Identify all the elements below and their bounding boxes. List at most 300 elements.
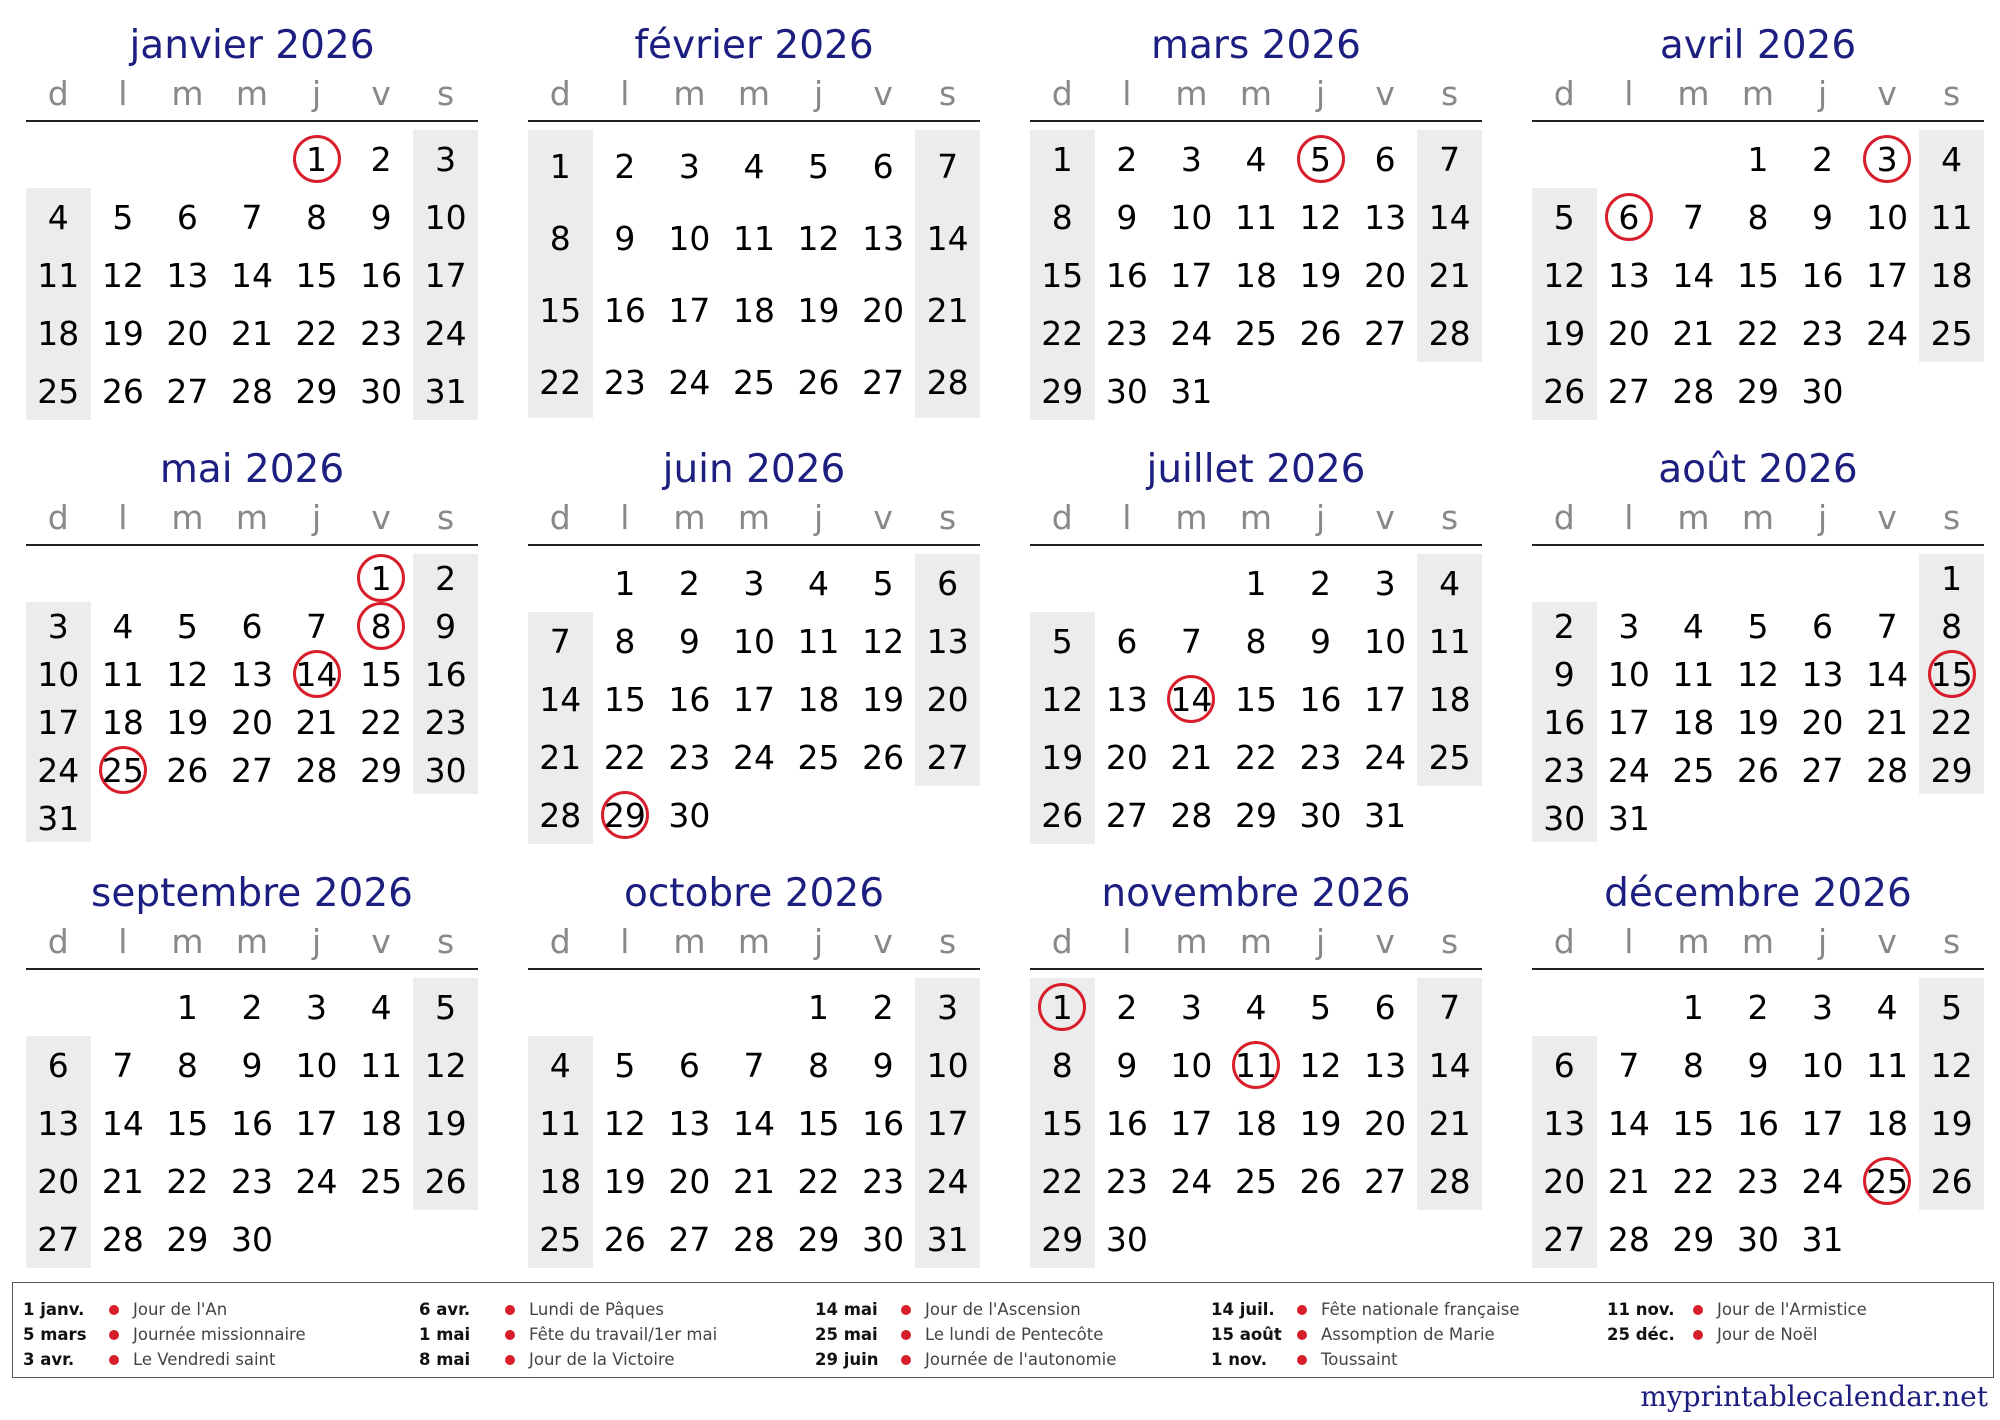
day-cell[interactable] <box>1224 1152 1289 1210</box>
day-cell[interactable] <box>220 1152 285 1210</box>
day-cell[interactable] <box>1661 746 1726 794</box>
day-cell[interactable] <box>1159 728 1224 786</box>
day-cell[interactable] <box>220 246 285 304</box>
day-cell[interactable] <box>1030 728 1095 786</box>
day-cell[interactable] <box>1597 362 1662 420</box>
day-cell[interactable] <box>1417 612 1482 670</box>
day-cell[interactable] <box>1532 246 1597 304</box>
day-cell[interactable] <box>1095 130 1160 188</box>
day-cell[interactable] <box>220 602 285 650</box>
day-cell[interactable] <box>1224 612 1289 670</box>
day-cell[interactable] <box>786 1210 851 1268</box>
day-cell[interactable] <box>349 698 414 746</box>
day-cell[interactable] <box>851 612 916 670</box>
day-cell[interactable] <box>1597 1210 1662 1268</box>
day-cell[interactable] <box>1159 304 1224 362</box>
day-cell[interactable] <box>1919 246 1984 304</box>
day-cell[interactable] <box>657 612 722 670</box>
day-cell[interactable] <box>915 1152 980 1210</box>
day-cell[interactable] <box>1661 1036 1726 1094</box>
day-cell[interactable] <box>1095 362 1160 420</box>
day-cell[interactable] <box>593 130 658 202</box>
day-cell[interactable] <box>1288 130 1353 188</box>
day-cell[interactable] <box>528 346 593 418</box>
day-cell[interactable] <box>1532 1152 1597 1210</box>
day-cell[interactable] <box>284 978 349 1036</box>
day-cell[interactable] <box>1030 246 1095 304</box>
day-cell[interactable] <box>1919 130 1984 188</box>
day-cell[interactable] <box>1855 188 1920 246</box>
day-cell[interactable] <box>1855 978 1920 1036</box>
day-cell[interactable] <box>1597 1094 1662 1152</box>
day-cell[interactable] <box>26 1036 91 1094</box>
day-cell[interactable] <box>851 1036 916 1094</box>
day-cell[interactable] <box>284 1094 349 1152</box>
day-cell[interactable] <box>1661 698 1726 746</box>
day-cell[interactable] <box>1855 698 1920 746</box>
day-cell[interactable] <box>1417 978 1482 1036</box>
day-cell[interactable] <box>657 728 722 786</box>
day-cell[interactable] <box>1288 612 1353 670</box>
day-cell[interactable] <box>786 202 851 274</box>
day-cell[interactable] <box>1855 746 1920 794</box>
site-url[interactable]: myprintablecalendar.net <box>1640 1380 1988 1413</box>
day-cell[interactable] <box>1159 978 1224 1036</box>
day-cell[interactable] <box>915 346 980 418</box>
day-cell[interactable] <box>786 130 851 202</box>
day-cell[interactable] <box>349 1152 414 1210</box>
day-cell[interactable] <box>1030 130 1095 188</box>
day-cell[interactable] <box>1661 1094 1726 1152</box>
day-cell[interactable] <box>1030 188 1095 246</box>
day-cell[interactable] <box>657 1152 722 1210</box>
day-cell[interactable] <box>155 1152 220 1210</box>
day-cell[interactable] <box>1726 746 1791 794</box>
day-cell[interactable] <box>722 1094 787 1152</box>
day-cell[interactable] <box>1726 130 1791 188</box>
day-cell[interactable] <box>220 304 285 362</box>
day-cell[interactable] <box>1224 130 1289 188</box>
day-cell[interactable] <box>786 1152 851 1210</box>
day-cell[interactable] <box>1030 304 1095 362</box>
day-cell[interactable] <box>1353 1152 1418 1210</box>
day-cell[interactable] <box>593 274 658 346</box>
day-cell[interactable] <box>1597 246 1662 304</box>
day-cell[interactable] <box>91 246 156 304</box>
day-cell[interactable] <box>1159 188 1224 246</box>
day-cell[interactable] <box>220 746 285 794</box>
day-cell[interactable] <box>1159 130 1224 188</box>
day-cell[interactable] <box>1597 746 1662 794</box>
day-cell[interactable] <box>1224 786 1289 844</box>
day-cell[interactable] <box>413 650 478 698</box>
day-cell[interactable] <box>413 362 478 420</box>
day-cell[interactable] <box>220 1036 285 1094</box>
day-cell[interactable] <box>1919 304 1984 362</box>
day-cell[interactable] <box>528 786 593 844</box>
day-cell[interactable] <box>1597 1152 1662 1210</box>
day-cell[interactable] <box>1855 602 1920 650</box>
day-cell[interactable] <box>1919 746 1984 794</box>
day-cell[interactable] <box>1855 1094 1920 1152</box>
day-cell[interactable] <box>1417 188 1482 246</box>
day-cell[interactable] <box>349 602 414 650</box>
day-cell[interactable] <box>220 698 285 746</box>
day-cell[interactable] <box>1661 978 1726 1036</box>
day-cell[interactable] <box>284 246 349 304</box>
day-cell[interactable] <box>284 650 349 698</box>
day-cell[interactable] <box>1288 1152 1353 1210</box>
day-cell[interactable] <box>1597 794 1662 842</box>
day-cell[interactable] <box>1030 670 1095 728</box>
day-cell[interactable] <box>413 554 478 602</box>
day-cell[interactable] <box>284 746 349 794</box>
day-cell[interactable] <box>1855 246 1920 304</box>
day-cell[interactable] <box>593 612 658 670</box>
day-cell[interactable] <box>1030 1094 1095 1152</box>
day-cell[interactable] <box>1417 728 1482 786</box>
day-cell[interactable] <box>349 746 414 794</box>
day-cell[interactable] <box>1288 978 1353 1036</box>
day-cell[interactable] <box>155 650 220 698</box>
day-cell[interactable] <box>1726 1036 1791 1094</box>
day-cell[interactable] <box>1095 246 1160 304</box>
day-cell[interactable] <box>26 650 91 698</box>
day-cell[interactable] <box>284 698 349 746</box>
day-cell[interactable] <box>1288 1036 1353 1094</box>
day-cell[interactable] <box>1288 728 1353 786</box>
day-cell[interactable] <box>1532 698 1597 746</box>
day-cell[interactable] <box>722 130 787 202</box>
day-cell[interactable] <box>1095 612 1160 670</box>
day-cell[interactable] <box>1790 130 1855 188</box>
day-cell[interactable] <box>851 130 916 202</box>
day-cell[interactable] <box>786 978 851 1036</box>
day-cell[interactable] <box>1597 602 1662 650</box>
day-cell[interactable] <box>1661 188 1726 246</box>
day-cell[interactable] <box>26 1094 91 1152</box>
day-cell[interactable] <box>1726 650 1791 698</box>
day-cell[interactable] <box>657 1036 722 1094</box>
day-cell[interactable] <box>413 1152 478 1210</box>
day-cell[interactable] <box>1159 612 1224 670</box>
day-cell[interactable] <box>915 130 980 202</box>
day-cell[interactable] <box>1855 1036 1920 1094</box>
day-cell[interactable] <box>1159 362 1224 420</box>
day-cell[interactable] <box>1726 1210 1791 1268</box>
day-cell[interactable] <box>851 274 916 346</box>
day-cell[interactable] <box>1095 728 1160 786</box>
day-cell[interactable] <box>528 130 593 202</box>
day-cell[interactable] <box>786 554 851 612</box>
day-cell[interactable] <box>593 786 658 844</box>
day-cell[interactable] <box>1224 554 1289 612</box>
day-cell[interactable] <box>1224 978 1289 1036</box>
day-cell[interactable] <box>786 1036 851 1094</box>
day-cell[interactable] <box>1353 304 1418 362</box>
day-cell[interactable] <box>155 698 220 746</box>
day-cell[interactable] <box>1661 246 1726 304</box>
day-cell[interactable] <box>657 1094 722 1152</box>
day-cell[interactable] <box>1790 978 1855 1036</box>
day-cell[interactable] <box>1661 362 1726 420</box>
day-cell[interactable] <box>413 304 478 362</box>
day-cell[interactable] <box>593 1210 658 1268</box>
day-cell[interactable] <box>722 670 787 728</box>
day-cell[interactable] <box>1661 1152 1726 1210</box>
day-cell[interactable] <box>1790 602 1855 650</box>
day-cell[interactable] <box>1919 1152 1984 1210</box>
day-cell[interactable] <box>155 246 220 304</box>
day-cell[interactable] <box>26 602 91 650</box>
day-cell[interactable] <box>413 602 478 650</box>
day-cell[interactable] <box>1224 188 1289 246</box>
day-cell[interactable] <box>1159 1094 1224 1152</box>
day-cell[interactable] <box>155 602 220 650</box>
day-cell[interactable] <box>155 1094 220 1152</box>
day-cell[interactable] <box>1095 1152 1160 1210</box>
day-cell[interactable] <box>657 786 722 844</box>
day-cell[interactable] <box>413 978 478 1036</box>
day-cell[interactable] <box>91 1210 156 1268</box>
day-cell[interactable] <box>722 554 787 612</box>
day-cell[interactable] <box>657 1210 722 1268</box>
day-cell[interactable] <box>657 130 722 202</box>
day-cell[interactable] <box>1288 188 1353 246</box>
day-cell[interactable] <box>155 362 220 420</box>
day-cell[interactable] <box>220 1210 285 1268</box>
day-cell[interactable] <box>1726 188 1791 246</box>
day-cell[interactable] <box>1095 786 1160 844</box>
day-cell[interactable] <box>1224 1094 1289 1152</box>
day-cell[interactable] <box>26 746 91 794</box>
day-cell[interactable] <box>1095 1210 1160 1268</box>
day-cell[interactable] <box>1790 650 1855 698</box>
day-cell[interactable] <box>786 612 851 670</box>
day-cell[interactable] <box>349 1036 414 1094</box>
day-cell[interactable] <box>1790 1210 1855 1268</box>
day-cell[interactable] <box>349 1094 414 1152</box>
day-cell[interactable] <box>1790 746 1855 794</box>
day-cell[interactable] <box>1030 786 1095 844</box>
day-cell[interactable] <box>722 274 787 346</box>
day-cell[interactable] <box>1353 554 1418 612</box>
day-cell[interactable] <box>91 188 156 246</box>
day-cell[interactable] <box>155 1210 220 1268</box>
day-cell[interactable] <box>1353 670 1418 728</box>
day-cell[interactable] <box>413 1094 478 1152</box>
day-cell[interactable] <box>1532 304 1597 362</box>
day-cell[interactable] <box>26 362 91 420</box>
day-cell[interactable] <box>91 650 156 698</box>
day-cell[interactable] <box>915 202 980 274</box>
day-cell[interactable] <box>722 612 787 670</box>
day-cell[interactable] <box>1790 304 1855 362</box>
day-cell[interactable] <box>1532 794 1597 842</box>
day-cell[interactable] <box>1532 602 1597 650</box>
day-cell[interactable] <box>1532 188 1597 246</box>
day-cell[interactable] <box>1417 246 1482 304</box>
day-cell[interactable] <box>786 1094 851 1152</box>
day-cell[interactable] <box>786 274 851 346</box>
day-cell[interactable] <box>1726 362 1791 420</box>
day-cell[interactable] <box>349 304 414 362</box>
day-cell[interactable] <box>851 1094 916 1152</box>
day-cell[interactable] <box>1159 1152 1224 1210</box>
day-cell[interactable] <box>1353 246 1418 304</box>
day-cell[interactable] <box>722 202 787 274</box>
day-cell[interactable] <box>1417 304 1482 362</box>
day-cell[interactable] <box>349 978 414 1036</box>
day-cell[interactable] <box>851 554 916 612</box>
day-cell[interactable] <box>1597 304 1662 362</box>
day-cell[interactable] <box>1417 1152 1482 1210</box>
day-cell[interactable] <box>1224 728 1289 786</box>
day-cell[interactable] <box>528 728 593 786</box>
day-cell[interactable] <box>593 670 658 728</box>
day-cell[interactable] <box>413 698 478 746</box>
day-cell[interactable] <box>1726 304 1791 362</box>
day-cell[interactable] <box>26 698 91 746</box>
day-cell[interactable] <box>1726 602 1791 650</box>
day-cell[interactable] <box>91 698 156 746</box>
day-cell[interactable] <box>1919 978 1984 1036</box>
day-cell[interactable] <box>1855 650 1920 698</box>
day-cell[interactable] <box>349 130 414 188</box>
day-cell[interactable] <box>593 1094 658 1152</box>
day-cell[interactable] <box>1095 1036 1160 1094</box>
day-cell[interactable] <box>349 188 414 246</box>
day-cell[interactable] <box>1030 1152 1095 1210</box>
day-cell[interactable] <box>1597 188 1662 246</box>
day-cell[interactable] <box>528 202 593 274</box>
day-cell[interactable] <box>284 304 349 362</box>
day-cell[interactable] <box>1790 698 1855 746</box>
day-cell[interactable] <box>915 1094 980 1152</box>
day-cell[interactable] <box>91 1152 156 1210</box>
day-cell[interactable] <box>1417 130 1482 188</box>
day-cell[interactable] <box>1288 670 1353 728</box>
day-cell[interactable] <box>1159 246 1224 304</box>
day-cell[interactable] <box>413 188 478 246</box>
day-cell[interactable] <box>1790 188 1855 246</box>
day-cell[interactable] <box>851 728 916 786</box>
day-cell[interactable] <box>1597 1036 1662 1094</box>
day-cell[interactable] <box>1597 650 1662 698</box>
day-cell[interactable] <box>722 1152 787 1210</box>
day-cell[interactable] <box>220 650 285 698</box>
day-cell[interactable] <box>915 1210 980 1268</box>
day-cell[interactable] <box>786 728 851 786</box>
day-cell[interactable] <box>1919 1036 1984 1094</box>
day-cell[interactable] <box>851 1152 916 1210</box>
day-cell[interactable] <box>1790 1152 1855 1210</box>
day-cell[interactable] <box>528 1094 593 1152</box>
day-cell[interactable] <box>722 1210 787 1268</box>
day-cell[interactable] <box>593 1036 658 1094</box>
day-cell[interactable] <box>1661 1210 1726 1268</box>
day-cell[interactable] <box>1353 978 1418 1036</box>
day-cell[interactable] <box>155 746 220 794</box>
day-cell[interactable] <box>1353 612 1418 670</box>
day-cell[interactable] <box>1353 786 1418 844</box>
day-cell[interactable] <box>915 1036 980 1094</box>
day-cell[interactable] <box>915 554 980 612</box>
day-cell[interactable] <box>413 130 478 188</box>
day-cell[interactable] <box>1855 304 1920 362</box>
day-cell[interactable] <box>786 670 851 728</box>
day-cell[interactable] <box>1919 650 1984 698</box>
day-cell[interactable] <box>657 202 722 274</box>
day-cell[interactable] <box>220 1094 285 1152</box>
day-cell[interactable] <box>1661 304 1726 362</box>
day-cell[interactable] <box>528 274 593 346</box>
day-cell[interactable] <box>1726 978 1791 1036</box>
day-cell[interactable] <box>1288 246 1353 304</box>
day-cell[interactable] <box>91 362 156 420</box>
day-cell[interactable] <box>1597 698 1662 746</box>
day-cell[interactable] <box>349 362 414 420</box>
day-cell[interactable] <box>1353 188 1418 246</box>
day-cell[interactable] <box>1532 746 1597 794</box>
day-cell[interactable] <box>657 670 722 728</box>
day-cell[interactable] <box>220 188 285 246</box>
day-cell[interactable] <box>1919 1094 1984 1152</box>
day-cell[interactable] <box>26 188 91 246</box>
day-cell[interactable] <box>26 304 91 362</box>
day-cell[interactable] <box>1288 554 1353 612</box>
day-cell[interactable] <box>1532 1210 1597 1268</box>
day-cell[interactable] <box>1224 1036 1289 1094</box>
day-cell[interactable] <box>915 612 980 670</box>
day-cell[interactable] <box>1790 362 1855 420</box>
day-cell[interactable] <box>1353 1036 1418 1094</box>
day-cell[interactable] <box>1919 698 1984 746</box>
day-cell[interactable] <box>851 346 916 418</box>
day-cell[interactable] <box>1661 650 1726 698</box>
day-cell[interactable] <box>851 202 916 274</box>
day-cell[interactable] <box>593 346 658 418</box>
day-cell[interactable] <box>349 650 414 698</box>
day-cell[interactable] <box>851 670 916 728</box>
day-cell[interactable] <box>851 1210 916 1268</box>
day-cell[interactable] <box>1532 650 1597 698</box>
day-cell[interactable] <box>1919 188 1984 246</box>
day-cell[interactable] <box>528 1036 593 1094</box>
day-cell[interactable] <box>915 978 980 1036</box>
day-cell[interactable] <box>1159 1036 1224 1094</box>
day-cell[interactable] <box>1353 728 1418 786</box>
day-cell[interactable] <box>1417 1036 1482 1094</box>
day-cell[interactable] <box>657 554 722 612</box>
day-cell[interactable] <box>1030 1036 1095 1094</box>
day-cell[interactable] <box>26 1152 91 1210</box>
day-cell[interactable] <box>1030 978 1095 1036</box>
day-cell[interactable] <box>1353 1094 1418 1152</box>
day-cell[interactable] <box>1790 1094 1855 1152</box>
day-cell[interactable] <box>1288 1094 1353 1152</box>
day-cell[interactable] <box>722 1036 787 1094</box>
day-cell[interactable] <box>26 794 91 842</box>
day-cell[interactable] <box>657 274 722 346</box>
day-cell[interactable] <box>1353 130 1418 188</box>
day-cell[interactable] <box>722 346 787 418</box>
day-cell[interactable] <box>1030 362 1095 420</box>
day-cell[interactable] <box>1726 1152 1791 1210</box>
day-cell[interactable] <box>284 362 349 420</box>
day-cell[interactable] <box>413 246 478 304</box>
day-cell[interactable] <box>91 1094 156 1152</box>
